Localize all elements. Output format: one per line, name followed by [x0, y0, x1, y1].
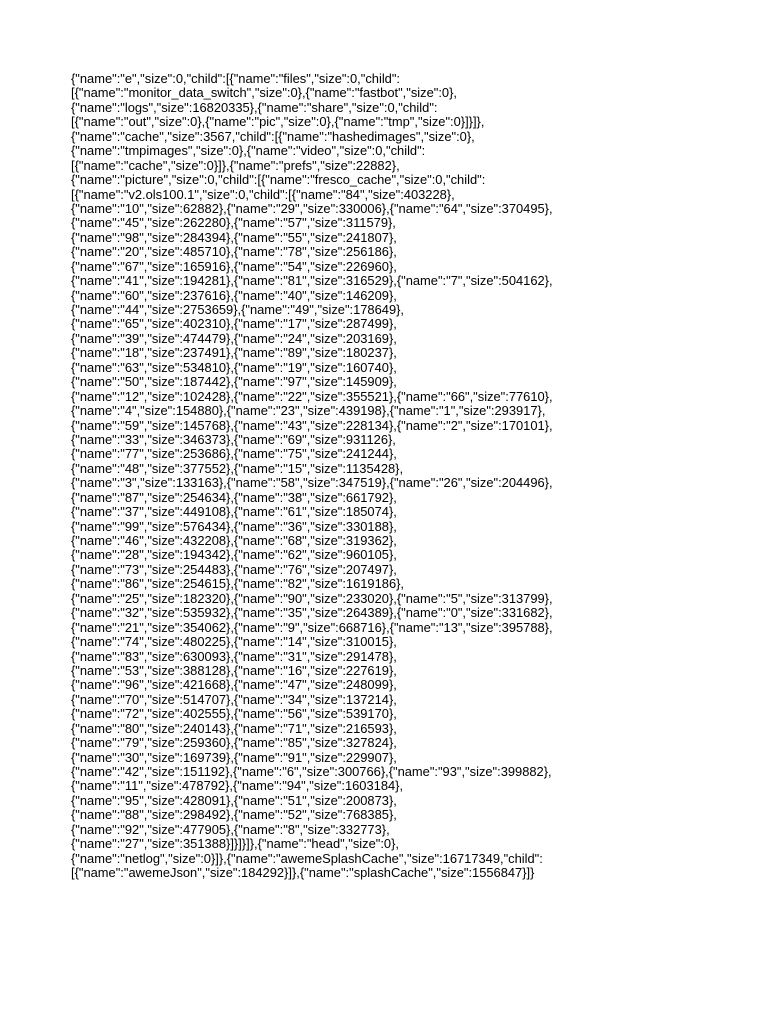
json-text-line: {"name":"20","size":485710},{"name":"78","size":256186}, [71, 244, 397, 260]
json-text-line: {"name":"28","size":194342},{"name":"62","size":960105}, [71, 547, 397, 563]
json-text-line: {"name":"86","size":254615},{"name":"82","size":1619186}, [71, 576, 404, 592]
json-text-line: {"name":"30","size":169739},{"name":"91","size":229907}, [71, 749, 397, 765]
json-text-line: {"name":"70","size":514707},{"name":"34","size":137214}, [71, 691, 397, 707]
json-text-line: {"name":"27","size":351388}]}]}]},{"name":"head","size":0}, [71, 836, 399, 852]
json-text-line: {"name":"60","size":237616},{"name":"40","size":146209}, [71, 287, 397, 303]
json-text-line: {"name":"77","size":253686},{"name":"75","size":241244}, [71, 446, 397, 462]
json-text-line: {"name":"48","size":377552},{"name":"15","size":1135428}, [71, 460, 404, 476]
json-text-line: {"name":"88","size":298492},{"name":"52","size":768385}, [71, 807, 397, 823]
json-text-line: {"name":"73","size":254483},{"name":"76","size":207497}, [71, 561, 397, 577]
json-text-line: {"name":"netlog","size":0}]},{"name":"awemeSplashCache","size":16717349,"child": [71, 850, 543, 866]
json-text-line: {"name":"65","size":402310},{"name":"17","size":287499}, [71, 316, 397, 332]
json-text-line: {"name":"46","size":432208},{"name":"68","size":319362}, [71, 533, 397, 548]
json-text-line: {"name":"4","size":154880},{"name":"23","size":439198},{"name":"1","size":293917}, [71, 403, 546, 419]
json-text-line: {"name":"cache","size":3567,"child":[{"name":"hashedimages","size":0}, [71, 128, 475, 144]
json-text-line: {"name":"96","size":421668},{"name":"47","size":248099}, [71, 677, 397, 693]
json-text-line: {"name":"74","size":480225},{"name":"14","size":310015}, [71, 634, 397, 650]
json-text-line: {"name":"12","size":102428},{"name":"22","size":355521},{"name":"66","size":77610}, [71, 388, 553, 404]
json-text-line: {"name":"tmpimages","size":0},{"name":"video","size":0,"child": [71, 143, 426, 159]
json-text-line: {"name":"logs","size":16820335},{"name":"share","size":0,"child": [71, 99, 438, 115]
json-text-line: {"name":"10","size":62882},{"name":"29","size":330006},{"name":"64","size":370495}, [71, 200, 553, 216]
json-text-line: {"name":"e","size":0,"child":[{"name":"files","size":0,"child": [71, 71, 401, 86]
json-text-line: {"name":"87","size":254634},{"name":"38","size":661792}, [71, 489, 397, 505]
json-text-line: {"name":"80","size":240143},{"name":"71","size":216593}, [71, 720, 397, 736]
json-text-line: {"name":"39","size":474479},{"name":"24","size":203169}, [71, 330, 397, 346]
json-text-line: [{"name":"v2.ols100.1","size":0,"child":[{"name":"84","size":403228}, [71, 186, 455, 202]
json-text-line: {"name":"72","size":402555},{"name":"56","size":539170}, [71, 706, 397, 722]
json-text-line: {"name":"44","size":2753659},{"name":"49","size":178649}, [71, 302, 404, 317]
json-text-line: {"name":"37","size":449108},{"name":"61","size":185074}, [71, 504, 397, 520]
json-text-line: {"name":"53","size":388128},{"name":"16","size":227619}, [71, 662, 397, 678]
json-text-line: {"name":"67","size":165916},{"name":"54","size":226960}, [71, 258, 397, 274]
json-text-line: {"name":"45","size":262280},{"name":"57","size":311579}, [71, 215, 396, 231]
json-text-line: {"name":"3","size":133163},{"name":"58","size":347519},{"name":"26","size":204496}, [71, 475, 553, 491]
json-text-line: {"name":"95","size":428091},{"name":"51","size":200873}, [71, 792, 397, 808]
json-text-line: {"name":"21","size":354062},{"name":"9","size":668716},{"name":"13","size":395788}, [71, 619, 553, 635]
json-text-line: [{"name":"awemeJson","size":184292}]},{"name":"splashCache","size":1556847}]} [71, 865, 535, 881]
json-text-line: {"name":"33","size":346373},{"name":"69","size":931126}, [71, 431, 396, 447]
json-text-line: {"name":"25","size":182320},{"name":"90","size":233020},{"name":"5","size":313799}, [71, 590, 553, 606]
json-text-line: {"name":"32","size":535932},{"name":"35","size":264389},{"name":"0","size":331682}, [71, 605, 553, 621]
json-text-line: {"name":"picture","size":0,"child":[{"name":"fresco_cache","size":0,"child": [71, 172, 486, 188]
json-text-line: {"name":"41","size":194281},{"name":"81","size":316529},{"name":"7","size":504162}, [71, 273, 553, 289]
json-text-line: {"name":"11","size":478792},{"name":"94","size":1603184}, [71, 778, 404, 794]
json-text-line: [{"name":"monitor_data_switch","size":0},{"name":"fastbot","size":0}, [71, 85, 457, 101]
json-text-line: {"name":"50","size":187442},{"name":"97","size":145909}, [71, 374, 397, 390]
json-text-line: {"name":"79","size":259360},{"name":"85","size":327824}, [71, 735, 397, 751]
json-text-block [71, 72, 751, 881]
json-text-line: {"name":"92","size":477905},{"name":"8","size":332773}, [71, 821, 390, 837]
json-text-line: {"name":"63","size":534810},{"name":"19","size":160740}, [71, 359, 397, 375]
json-text-line: {"name":"42","size":151192},{"name":"6","size":300766},{"name":"93","size":399882}, [71, 764, 552, 779]
json-text-line: {"name":"83","size":630093},{"name":"31","size":291478}, [71, 648, 397, 664]
json-text-line: {"name":"59","size":145768},{"name":"43","size":228134},{"name":"2","size":170101}, [71, 417, 553, 433]
json-text-line: {"name":"98","size":284394},{"name":"55","size":241807}, [71, 229, 397, 245]
json-text-line: {"name":"99","size":576434},{"name":"36","size":330188}, [71, 518, 397, 534]
json-text-line: [{"name":"cache","size":0}]},{"name":"prefs","size":22882}, [71, 157, 400, 173]
json-text-line: [{"name":"out","size":0},{"name":"pic","size":0},{"name":"tmp","size":0}]}]}, [71, 114, 485, 130]
json-text-line: {"name":"18","size":237491},{"name":"89","size":180237}, [71, 345, 397, 361]
